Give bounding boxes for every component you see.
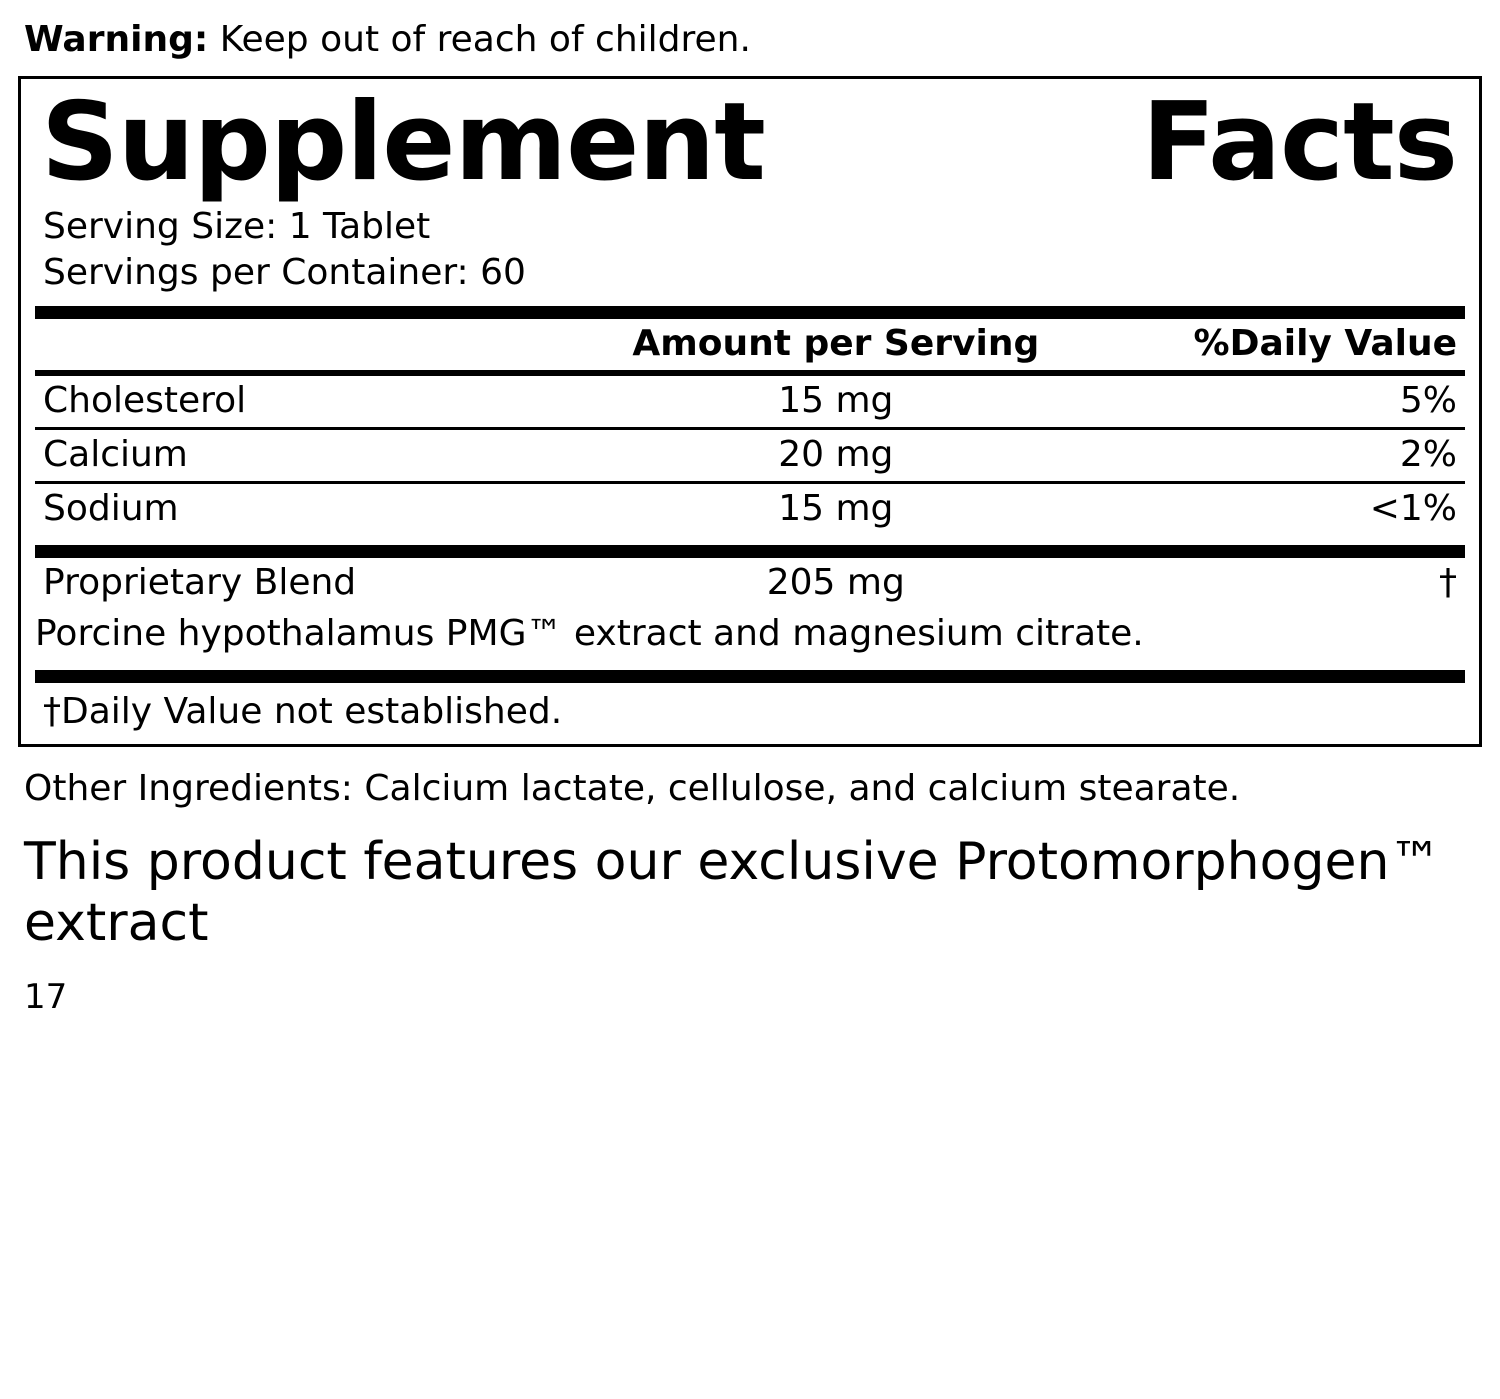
blend-amount: 205 mg [766,561,905,603]
nutrient-amount: 20 mg [550,428,1122,482]
rule-above-blend [35,545,1465,558]
blend-description: Porcine hypothalamus PMG™ extract and magnesium citrate. [35,612,1144,654]
nutrient-dv: 2% [1122,428,1465,482]
blend-dv: † [1439,561,1457,603]
panel-title-supplement: Supplement [41,80,765,205]
nutrient-name: Sodium [43,487,179,529]
table-row [35,482,1465,535]
warning-text: Keep out of reach of children. [208,19,751,60]
table-row [35,428,1465,482]
rule-thick-top [35,306,1465,319]
panel-title-facts: Facts [1141,80,1457,205]
warning-line [18,0,1482,58]
page-number: 17 [24,976,68,1017]
table-row-blend [35,558,1465,609]
nutrient-dv: <1% [1369,487,1457,529]
nutrient-amount: 15 mg [550,376,1122,429]
table-row-blend-description [35,609,1465,660]
supplement-facts-panel [18,76,1482,747]
table-row [35,376,1465,429]
proprietary-blend-table [35,558,1465,660]
servings-per-container: Servings per Container: 60 [43,251,526,293]
nutrient-name: Calcium [35,428,550,482]
panel-title [35,80,1465,205]
daily-value-footnote: †Daily Value not established. [43,690,563,732]
feature-statement: This product features our exclusive Protomorphogen™ extract [24,831,1442,954]
nutrient-name: Cholesterol [35,376,550,429]
rule-below-blend [35,670,1465,683]
table-header-row [35,319,1465,370]
header-nutrient [35,319,550,370]
nutrition-table [35,319,1465,370]
nutrient-amount: 15 mg [778,487,894,529]
header-amount-per-serving: Amount per Serving [632,322,1040,364]
other-ingredients: Other Ingredients: Calcium lactate, cellulose, and calcium stearate. [24,767,1241,809]
nutrient-rows [35,376,1465,535]
serving-size: Serving Size: 1 Tablet [43,205,431,247]
warning-label: Warning: [24,19,209,60]
blend-name: Proprietary Blend [43,561,357,603]
header-daily-value: %Daily Value [1193,322,1457,364]
nutrient-dv: 5% [1122,376,1465,429]
